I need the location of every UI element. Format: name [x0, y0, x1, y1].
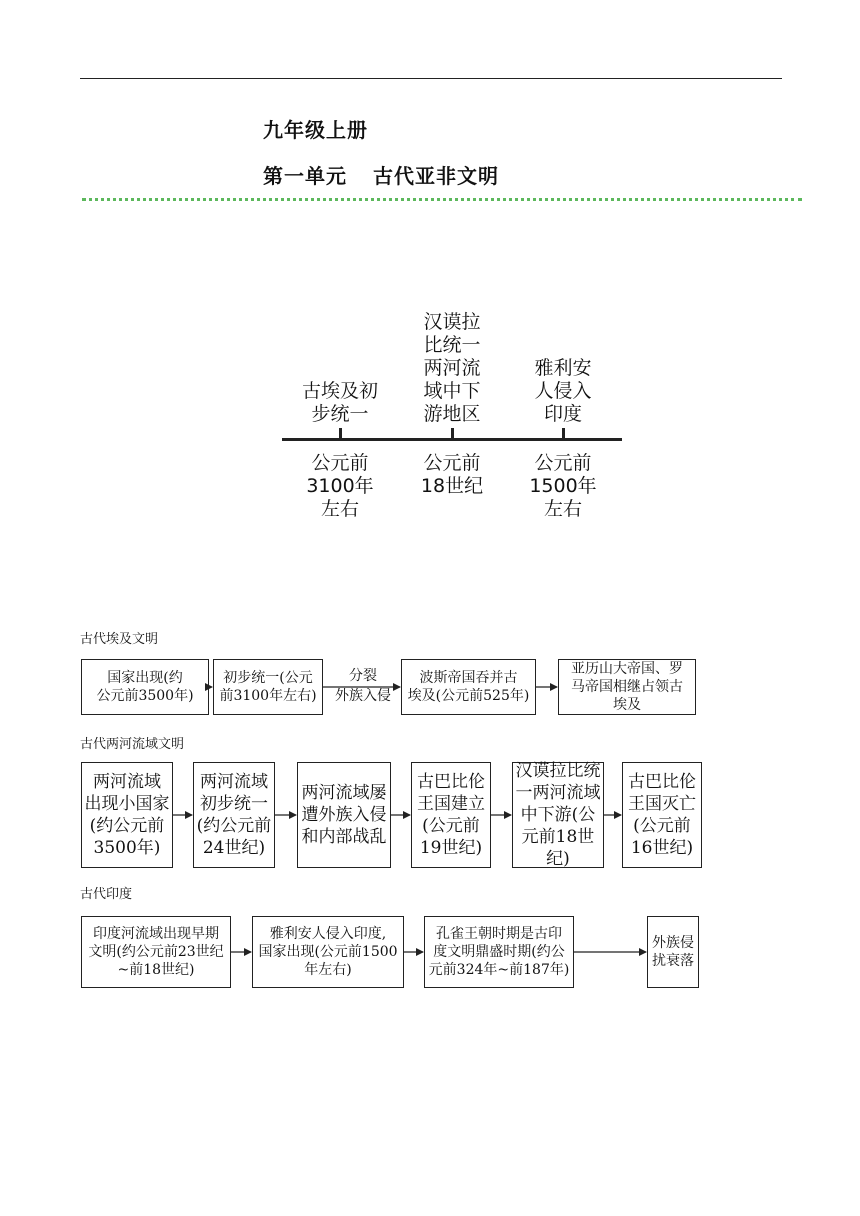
flow-box: 波斯帝国吞并古 埃及(公元前525年) — [401, 659, 536, 715]
flow-box: 两河流域屡 遭外族入侵 和内部战乱 — [297, 762, 391, 868]
timeline-date-label: 公元前 3100年 左右 — [306, 452, 374, 520]
section-label-egypt: 古代埃及文明 — [80, 632, 159, 647]
flow-box: 雅利安人侵入印度, 国家出现(公元前1500 年左右) — [252, 916, 404, 988]
timeline-event-label: 汉谟拉 比统一 两河流 域中下 游地区 — [423, 311, 481, 425]
timeline-event-label: 古埃及初 步统一 — [301, 380, 378, 425]
timeline-tick — [339, 428, 342, 440]
flow-box: 初步统一(公元 前3100年左右) — [213, 659, 323, 715]
unit-label: 第一单元 — [263, 164, 347, 188]
flow-box: 古巴比伦 王国灭亡 (公元前 16世纪) — [622, 762, 702, 868]
edge-label: 分裂 外族入侵 — [335, 668, 391, 704]
timeline-tick — [562, 428, 565, 440]
unit-title: 古代亚非文明 — [373, 164, 499, 188]
flow-box: 古巴比伦 王国建立 (公元前 19世纪) — [411, 762, 491, 868]
timeline-tick — [451, 428, 454, 440]
flow-box: 亚历山大帝国、罗 马帝国相继占领古 埃及 — [558, 659, 696, 715]
flow-box: 国家出现(约 公元前3500年) — [81, 659, 209, 715]
section-label-india: 古代印度 — [80, 887, 133, 902]
unit-heading — [263, 160, 499, 189]
flow-box: 两河流域 出现小国家 (约公元前 3500年) — [81, 762, 173, 868]
flow-box: 孔雀王朝时期是古印 度文明鼎盛时期(约公 元前324年~前187年) — [424, 916, 574, 988]
flow-box: 汉谟拉比统 一两河流域 中下游(公 元前18世纪) — [512, 762, 604, 868]
flow-box: 两河流域 初步统一 (约公元前 24世纪) — [193, 762, 275, 868]
timeline-date-label: 公元前 18世纪 — [420, 452, 484, 497]
flow-box: 外族侵 扰衰落 — [647, 916, 699, 988]
section-divider — [82, 198, 802, 201]
section-label-mesopotamia: 古代两河流域文明 — [80, 737, 185, 752]
page-title: 九年级上册 — [263, 118, 368, 142]
header-rule — [80, 78, 782, 79]
timeline-date-label: 公元前 1500年 左右 — [529, 452, 597, 520]
timeline-event-label: 雅利安 人侵入 印度 — [534, 357, 592, 425]
flow-box: 印度河流域出现早期 文明(约公元前23世纪 ~前18世纪) — [81, 916, 231, 988]
